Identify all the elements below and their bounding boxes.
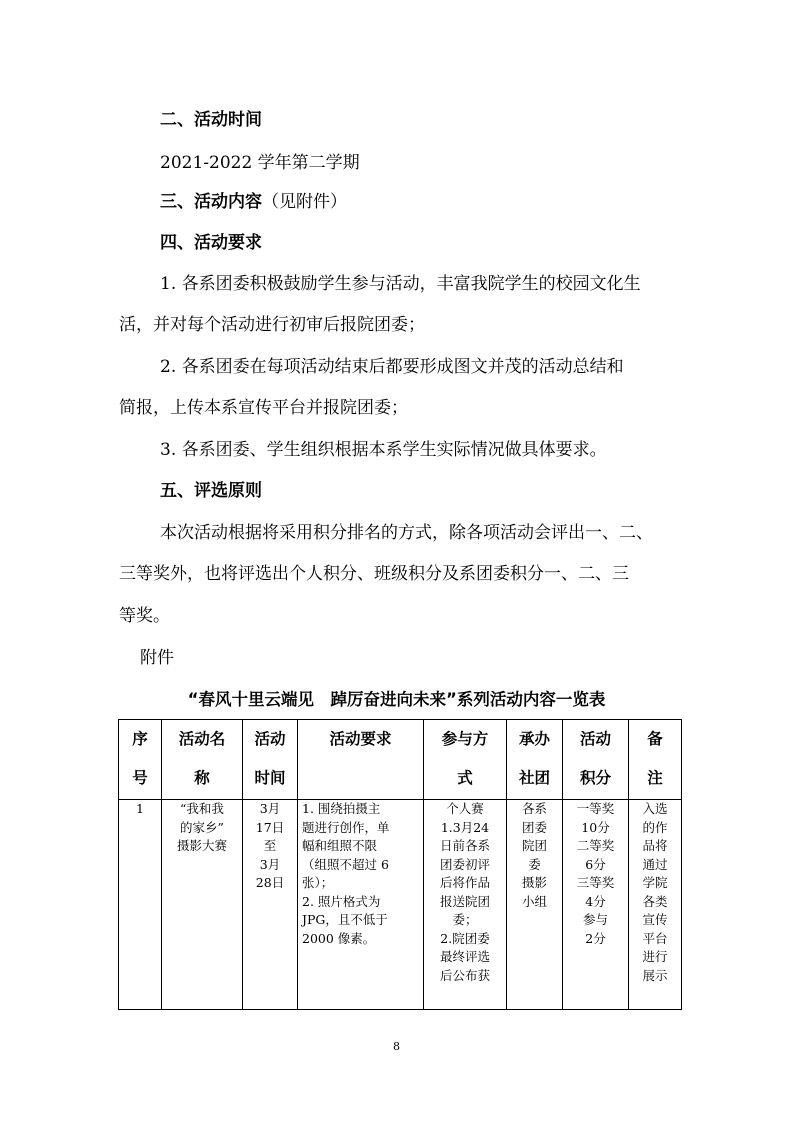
table-cell: 各系 团委 院团 委 摄影 小组	[507, 800, 563, 1010]
table-row	[119, 800, 682, 1010]
paragraph-line: 活，并对每个活动进行初审后报院团委；	[119, 315, 425, 335]
paragraph-line: 2. 各系团委在每项活动结束后都要形成图文并茂的活动总结和	[160, 357, 624, 377]
table-title: “春风十里云端见 踔厉奋进向未来”系列活动内容一览表	[187, 690, 606, 709]
table-header-cell: 活动 时间	[243, 720, 298, 800]
paragraph-line: 简报，上传本系宣传平台并报院团委；	[119, 398, 408, 418]
section-heading: 四、活动要求	[160, 233, 262, 253]
paragraph-line: 1. 各系团委积极鼓励学生参与活动，丰富我院学生的校园文化生	[160, 274, 641, 294]
table-header-cell: 备 注	[629, 720, 682, 800]
paragraph-line: 3. 各系团委、学生组织根据本系学生实际情况做具体要求。	[160, 440, 607, 460]
table-header-row	[119, 720, 682, 800]
page-number: 8	[393, 1040, 400, 1053]
table-cell: 入选 的作 品将 通过 学院 各类 宣传 平台 进行 展示	[629, 800, 682, 1010]
section-heading: 二、活动时间	[160, 110, 262, 130]
section-heading: 五、评选原则	[160, 481, 262, 501]
table-cell: 个人赛 1.3月24 日前各系 团委初评 后将作品 报送院团 委； 2.院团委 最终评选 后公布获	[424, 800, 507, 1010]
paragraph-line: 2021-2022 学年第二学期	[160, 153, 360, 173]
table-header-cell: 参与方 式	[424, 720, 507, 800]
paragraph-line: 附件	[140, 648, 174, 668]
section-heading: 三、活动内容（见附件）	[160, 192, 347, 212]
table-header-cell: 承办 社团	[507, 720, 563, 800]
paragraph-line: 三等奖外，也将评选出个人积分、班级积分及系团委积分一、二、三	[119, 564, 629, 584]
table-header-cell: 活动要求	[298, 720, 424, 800]
table-header-cell: 活动 积分	[563, 720, 629, 800]
table-cell: 1	[119, 800, 162, 1010]
table-cell: 1. 围绕拍摄主 题进行创作，单 幅和组照不限 （组照不超过 6 张）； 2. 照片格式为 JPG，且不低于 2000 像素。	[298, 800, 424, 1010]
paragraph-line: 本次活动根据将采用积分排名的方式，除各项活动会评出一、二、	[160, 523, 653, 543]
table-header-cell: 活动名 称	[162, 720, 243, 800]
activity-table	[118, 719, 682, 1010]
table-cell: 3月 17日 至 3月 28日	[243, 800, 298, 1010]
table-header-cell: 序 号	[119, 720, 162, 800]
table-cell: 一等奖 10分 二等奖 6分 三等奖 4分 参与 2分	[563, 800, 629, 1010]
paragraph-line: 等奖。	[119, 606, 170, 626]
table-cell: “我和我 的家乡” 摄影大赛	[162, 800, 243, 1010]
